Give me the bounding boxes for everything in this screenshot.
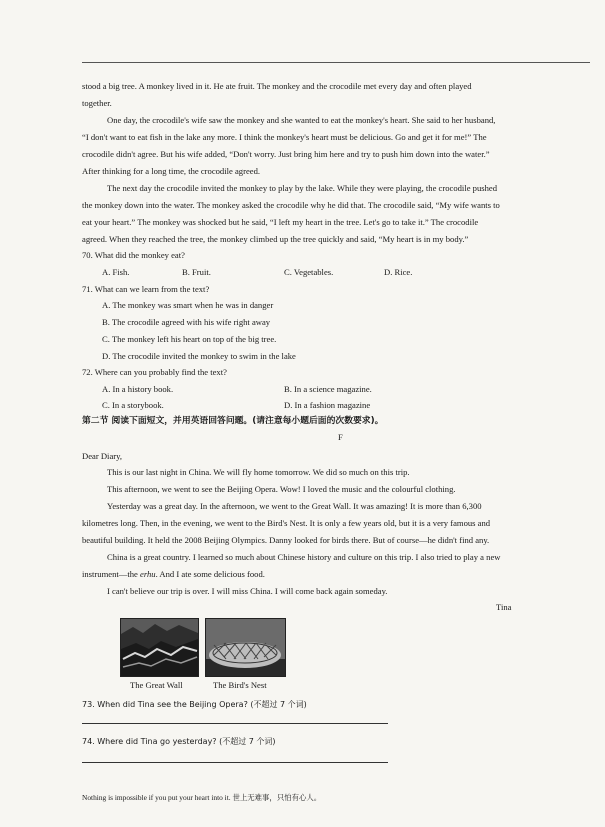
diary-line: kilometres long. Then, in the evening, we went to the Bird's Nest. It is only a few years old, but it is a very famous and bbox=[82, 518, 491, 528]
q71-option-d[interactable]: D. The crocodile invited the monkey to swim in the lake bbox=[102, 351, 296, 361]
story-line: stood a big tree. A monkey lived in it. He ate fruit. The monkey and the crocodile met every day and often played bbox=[82, 81, 472, 91]
diary-line: This afternoon, we went to see the Beijing Opera. Wow! I loved the music and the colourful clothing. bbox=[107, 484, 456, 494]
question-72: 72. Where can you probably find the text? bbox=[82, 367, 227, 377]
passage-mark: F bbox=[338, 432, 343, 442]
answer-line-73[interactable] bbox=[82, 723, 388, 724]
story-line: agreed. When they reached the tree, the monkey climbed up the tree quickly and said, “My heart is in my body.” bbox=[82, 234, 469, 244]
question-73: 73. When did Tina see the Beijing Opera? (不超过 7 个词) bbox=[82, 700, 307, 709]
story-line: eat your heart.” The monkey was shocked but he said, “I left my heart in the tree. Let's go to take it.” The crocodile bbox=[82, 217, 479, 227]
question-71: 71. What can we learn from the text? bbox=[82, 284, 210, 294]
diary-line: This is our last night in China. We will fly home tomorrow. We did so much on this trip. bbox=[107, 467, 410, 477]
q71-option-c[interactable]: C. The monkey left his heart on top of the big tree. bbox=[102, 334, 277, 344]
birds-nest-photo bbox=[205, 618, 286, 677]
diary-text: instrument—the bbox=[82, 569, 140, 579]
diary-signature: Tina bbox=[496, 602, 512, 612]
header-rule bbox=[82, 62, 590, 63]
q70-option-b[interactable]: B. Fruit. bbox=[182, 267, 211, 277]
section-heading: 第二节 阅读下面短文，并用英语回答问题。(请注意每小题后面的次数要求)。 bbox=[82, 416, 384, 426]
great-wall-photo bbox=[120, 618, 199, 677]
q72-option-b[interactable]: B. In a science magazine. bbox=[284, 384, 372, 394]
diary-line: I can't believe our trip is over. I will miss China. I will come back again someday. bbox=[107, 586, 388, 596]
answer-line-74[interactable] bbox=[82, 762, 388, 763]
q72-option-a[interactable]: A. In a history book. bbox=[102, 384, 174, 394]
q70-option-c[interactable]: C. Vegetables. bbox=[284, 267, 334, 277]
footer-motto: Nothing is impossible if you put your heart into it. 世上无难事，只怕有心人。 bbox=[82, 793, 322, 802]
q71-option-b[interactable]: B. The crocodile agreed with his wife right away bbox=[102, 317, 271, 327]
story-line: together. bbox=[82, 98, 112, 108]
erhu-word: erhu bbox=[140, 569, 156, 579]
question-74: 74. Where did Tina go yesterday? (不超过 7 个词) bbox=[82, 737, 276, 746]
diary-line bbox=[82, 568, 265, 581]
story-line: crocodile didn't agree. But his wife added, “Don't worry. Just bring him here and try to push him down into the water.” bbox=[82, 149, 490, 159]
q72-option-d[interactable]: D. In a fashion magazine bbox=[284, 400, 371, 410]
story-line: After thinking for a long time, the crocodile agreed. bbox=[82, 166, 261, 176]
diary-greeting: Dear Diary, bbox=[82, 451, 123, 461]
q70-option-d[interactable]: D. Rice. bbox=[384, 267, 413, 277]
diary-line: Yesterday was a great day. In the afternoon, we went to the Great Wall. It was amazing! It is more than 6,300 bbox=[107, 501, 482, 511]
story-line: One day, the crocodile's wife saw the monkey and she wanted to eat the monkey's heart. She said to her husband, bbox=[107, 115, 496, 125]
q71-option-a[interactable]: A. The monkey was smart when he was in danger bbox=[102, 300, 274, 310]
great-wall-caption: The Great Wall bbox=[130, 680, 183, 690]
birds-nest-caption: The Bird's Nest bbox=[213, 680, 267, 690]
story-line: “I don't want to eat fish in the lake any more. I think the monkey's heart must be delicious. Go and get it for me!” The bbox=[82, 132, 487, 142]
diary-line: beautiful building. It held the 2008 Beijing Olympics. Danny looked for birds there. But of course—he didn't find any. bbox=[82, 535, 490, 545]
story-line: The next day the crocodile invited the monkey to play by the lake. While they were playing, the crocodile pushed bbox=[107, 183, 498, 193]
question-70: 70. What did the monkey eat? bbox=[82, 250, 185, 260]
diary-line: China is a great country. I learned so much about Chinese history and culture on this trip. I also tried to play a new bbox=[107, 552, 501, 562]
q72-option-c[interactable]: C. In a storybook. bbox=[102, 400, 164, 410]
story-line: the monkey down into the water. The monkey asked the crocodile why he did that. The crocodile said, “My wife wants to bbox=[82, 200, 500, 210]
diary-text: . And I ate some delicious food. bbox=[155, 569, 265, 579]
q70-option-a[interactable]: A. Fish. bbox=[102, 267, 130, 277]
